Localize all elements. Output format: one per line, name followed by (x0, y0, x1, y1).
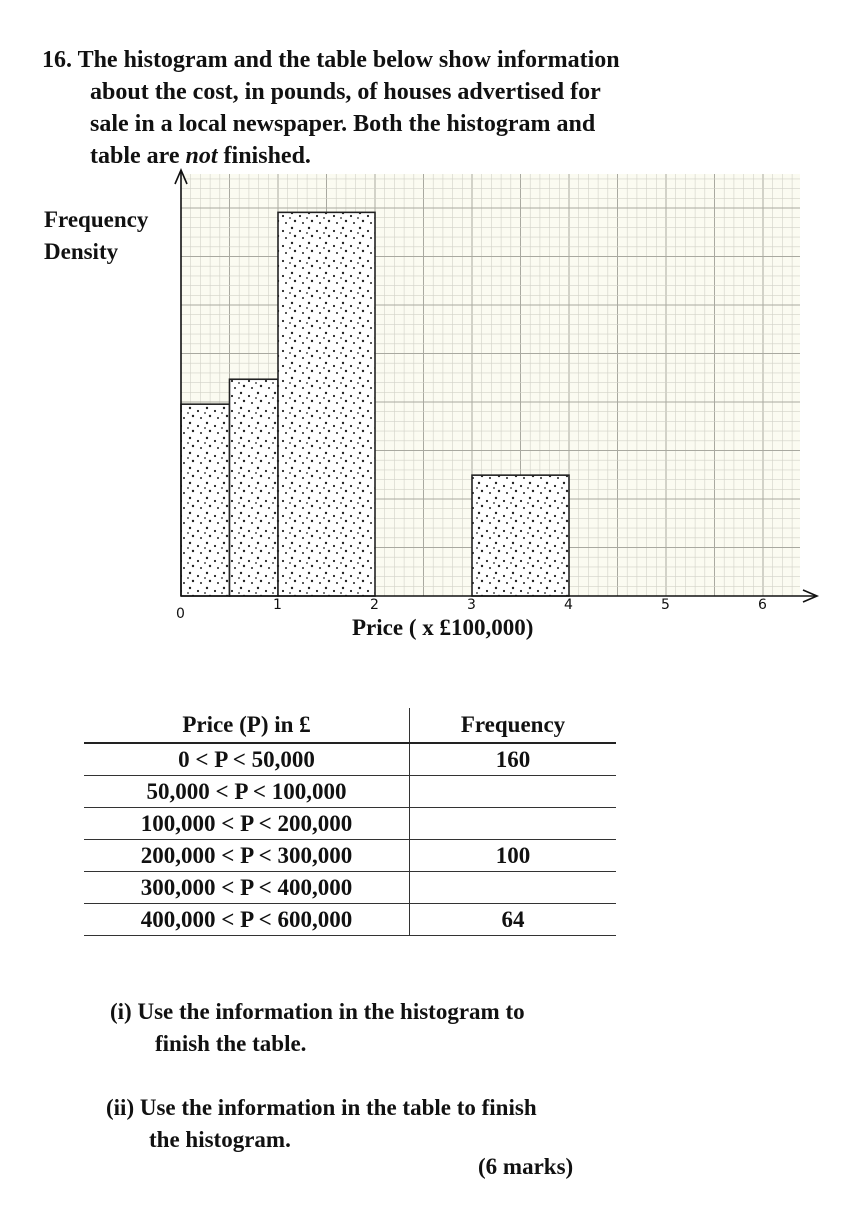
x-tick-label: 3 (467, 597, 476, 613)
price-cell: 50,000 < P < 100,000 (84, 776, 410, 808)
frequency-cell (410, 808, 617, 840)
y-axis-label: Frequency Density (44, 207, 149, 264)
frequency-cell: 64 (410, 904, 617, 936)
histogram-bar (230, 379, 279, 596)
table-row (84, 776, 616, 808)
question-line: sale in a local newspaper. Both the histogram and (90, 111, 596, 137)
x-axis-title: Price ( x £100,000) (352, 615, 534, 640)
frequency-header: Frequency (410, 708, 617, 743)
histogram-bar (181, 404, 230, 596)
part-label: (i) (110, 999, 132, 1024)
x-tick-label: 5 (661, 597, 670, 613)
part-label: (ii) (106, 1095, 135, 1120)
frequency-cell: 160 (410, 743, 617, 776)
table-row (84, 808, 616, 840)
histogram-bar (472, 475, 569, 596)
table-row (84, 840, 616, 872)
histogram-bar (278, 212, 375, 596)
table-row (84, 743, 616, 776)
question-number: 16. (42, 47, 72, 73)
part-i: (i) Use the information in the histogram to finish the table. (110, 999, 525, 1056)
question-line: table are not finished. (90, 143, 311, 169)
price-cell: 400,000 < P < 600,000 (84, 904, 410, 936)
x-tick-label: 2 (370, 597, 379, 613)
table-row (84, 904, 616, 936)
frequency-table (84, 708, 616, 936)
price-header: Price (P) in £ (84, 708, 410, 743)
question-line: about the cost, in pounds, of houses advertised for (90, 79, 601, 105)
marks: (6 marks) (478, 1154, 574, 1179)
x-tick-label: 4 (564, 597, 573, 613)
x-tick-label: 6 (758, 597, 767, 613)
price-cell: 300,000 < P < 400,000 (84, 872, 410, 904)
frequency-cell (410, 872, 617, 904)
table-row (84, 872, 616, 904)
price-cell: 200,000 < P < 300,000 (84, 840, 410, 872)
x-tick-label: 0 (176, 606, 185, 622)
x-tick-label: 1 (273, 597, 282, 613)
part-ii: (ii) Use the information in the table to finish the histogram. (106, 1095, 537, 1152)
frequency-cell: 100 (410, 840, 617, 872)
frequency-cell (410, 776, 617, 808)
price-cell: 0 < P < 50,000 (84, 743, 410, 776)
price-cell: 100,000 < P < 200,000 (84, 808, 410, 840)
table-header-row (84, 708, 616, 743)
question-line: 16. The histogram and the table below show information (42, 47, 620, 73)
